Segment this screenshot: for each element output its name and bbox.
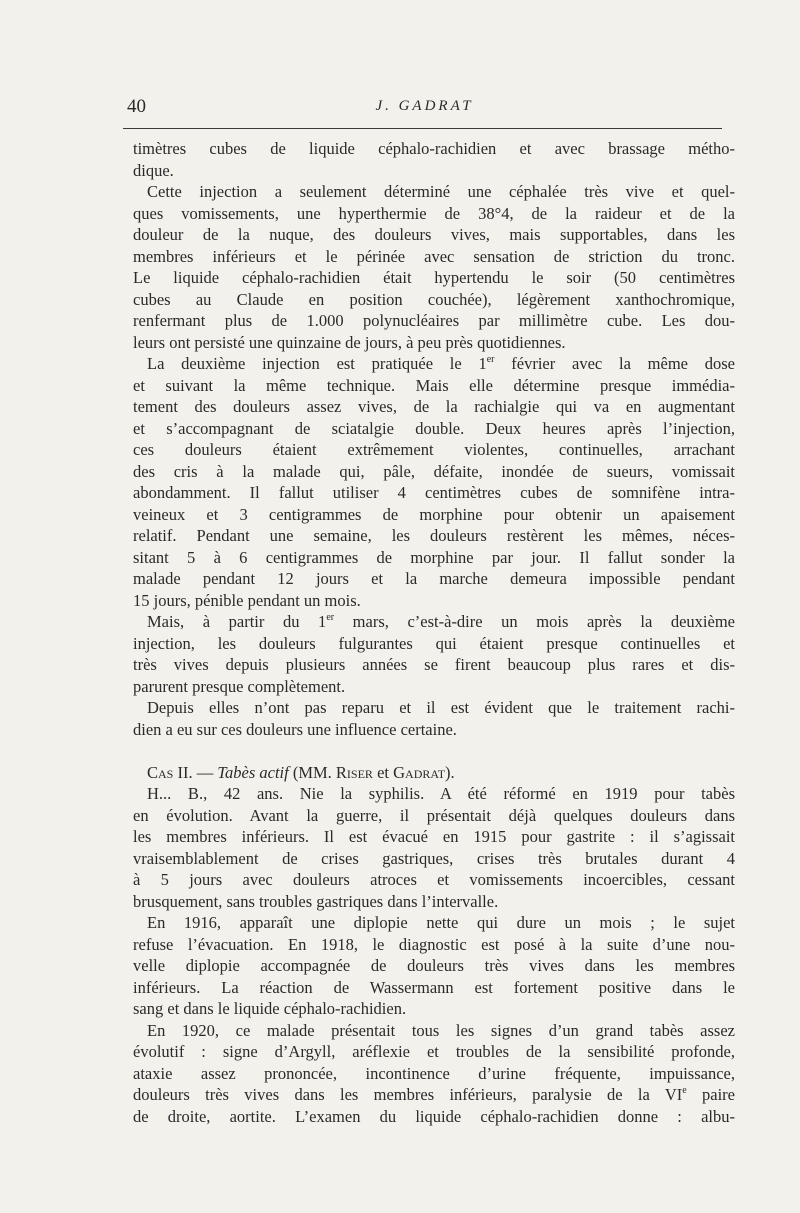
text-line: ces douleurs étaient extrêmement violentes, continuelles, arrachant: [133, 440, 735, 459]
case-title: Tabès actif: [217, 762, 289, 782]
text-line: les membres inférieurs. Il est évacué en 1915 pour gastrite : il s’agissait: [133, 827, 735, 846]
case-authors-open: (MM.: [288, 762, 336, 782]
text-line: sang et dans le liquide céphalo-rachidien.: [133, 999, 407, 1018]
text-line: Cette injection a seulement déterminé une céphalée très vive et quel-: [147, 182, 735, 201]
text-line: des cris à la malade qui, pâle, défaite, inondée de sueurs, vomissait: [133, 461, 735, 481]
text-segment: douleurs très vives dans les membres inférieurs, paralysie de la VI: [133, 1085, 683, 1104]
text-line: timètres cubes de liquide céphalo-rachidien et avec brassage métho-: [133, 139, 735, 158]
text-line: très vives depuis plusieurs années se firent beaucoup plus rares et dis-: [133, 655, 735, 674]
text-line: velle diplopie accompagnée de douleurs très vives dans les membres: [133, 956, 735, 975]
text-segment: Mais, à partir du 1: [147, 612, 327, 631]
text-line: de droite, aortite. L’examen du liquide céphalo-rachidien donne : albu-: [133, 1106, 735, 1126]
text-line: [133, 353, 735, 375]
section-gap: [133, 740, 735, 762]
text-line: dien a eu sur ces douleurs une influence certaine.: [133, 719, 457, 739]
author-name: Riser: [335, 762, 373, 782]
text-line: [133, 611, 735, 633]
page-header: [127, 96, 722, 122]
body-text: [133, 138, 735, 1127]
text-line: refuse l’évacuation. En 1918, le diagnostic est posé à la suite d’une nou-: [133, 934, 735, 954]
text-line: brusquement, sans troubles gastriques dans l’intervalle.: [133, 891, 499, 911]
ordinal-superscript: er: [326, 611, 335, 623]
text-segment: mars, c’est-à-dire un mois après la deuxième: [334, 612, 735, 631]
text-line: renfermant plus de 1.000 polynucléaires par millimètre cube. Les dou-: [133, 311, 735, 330]
case-close: ).: [445, 762, 455, 782]
text-line: cubes au Claude en position couchée), légèrement xanthochromique,: [133, 289, 735, 309]
running-title: J. GADRAT: [375, 98, 474, 114]
case-label: Cas II.: [147, 762, 193, 782]
text-line: évolutif : signe d’Argyll, aréflexie et troubles de la sensibilité profonde,: [133, 1042, 735, 1061]
text-line: membres inférieurs et le périnée avec sensation de striction du tronc.: [133, 246, 735, 266]
header-rule: [123, 128, 722, 129]
text-line: douleur de la nuque, des douleurs vives, mais supportables, dans les: [133, 225, 735, 244]
ordinal-superscript: e: [682, 1084, 687, 1096]
case-and: et: [372, 762, 394, 782]
text-line: tement des douleurs assez vives, de la rachialgie qui va en augmentant: [133, 397, 735, 416]
text-line: H... B., 42 ans. Nie la syphilis. A été réformé en 1919 pour tabès: [147, 784, 735, 803]
text-line: à 5 jours avec douleurs atroces et vomissements incoercibles, cessant: [133, 870, 735, 889]
text-line: ques vomissements, une hyperthermie de 38°4, de la raideur et de la: [133, 203, 735, 223]
text-line: abondamment. Il fallut utiliser 4 centimètres cubes de somnifène intra-: [133, 483, 735, 502]
text-line: ataxie assez prononcée, incontinence d’urine fréquente, impuissance,: [133, 1063, 735, 1083]
case-dash: —: [192, 762, 218, 782]
text-line: Le liquide céphalo-rachidien était hypertendu le soir (50 centimètres: [133, 268, 735, 287]
text-line: sitant 5 à 6 centigrammes de morphine par jour. Il fallut sonder la: [133, 547, 735, 567]
text-line: inférieurs. La réaction de Wassermann est fortement positive dans le: [133, 977, 735, 997]
text-line: parurent presque complètement.: [133, 676, 346, 696]
text-segment: La deuxième injection est pratiquée le 1: [147, 354, 487, 373]
text-line: en évolution. Avant la guerre, il présentait déjà quelques douleurs dans: [133, 805, 735, 825]
page-number: 40: [127, 96, 146, 117]
case-heading: [133, 762, 735, 784]
text-line: et suivant la même technique. Mais elle détermine presque immédia-: [133, 375, 735, 395]
text-segment: février avec la même dose: [494, 354, 735, 373]
ordinal-superscript: er: [486, 353, 495, 365]
text-line: En 1920, ce malade présentait tous les signes d’un grand tabès assez: [147, 1020, 735, 1040]
text-line: 15 jours, pénible pendant un mois.: [133, 590, 361, 610]
author-name: Gadrat: [393, 762, 446, 782]
text-segment: paire: [686, 1085, 735, 1104]
text-line: malade pendant 12 jours et la marche demeura impossible pendant: [133, 569, 735, 588]
text-line: [133, 1084, 735, 1106]
text-line: leurs ont persisté une quinzaine de jours, à peu près quotidiennes.: [133, 332, 566, 352]
text-line: et s’accompagnant de sciatalgie double. Deux heures après l’injection,: [133, 418, 735, 438]
text-line: veineux et 3 centigrammes de morphine pour obtenir un apaisement: [133, 504, 735, 524]
text-line: relatif. Pendant une semaine, les douleurs restèrent les mêmes, néces-: [133, 526, 735, 545]
text-line: Depuis elles n’ont pas reparu et il est évident que le traitement rachi-: [147, 698, 735, 717]
text-line: vraisemblablement de crises gastriques, crises très brutales durant 4: [133, 848, 735, 868]
text-line: injection, les douleurs fulgurantes qui étaient presque continuelles et: [133, 633, 735, 653]
text-line: dique.: [133, 160, 174, 180]
text-line: En 1916, apparaît une diplopie nette qui dure un mois ; le sujet: [147, 913, 735, 932]
